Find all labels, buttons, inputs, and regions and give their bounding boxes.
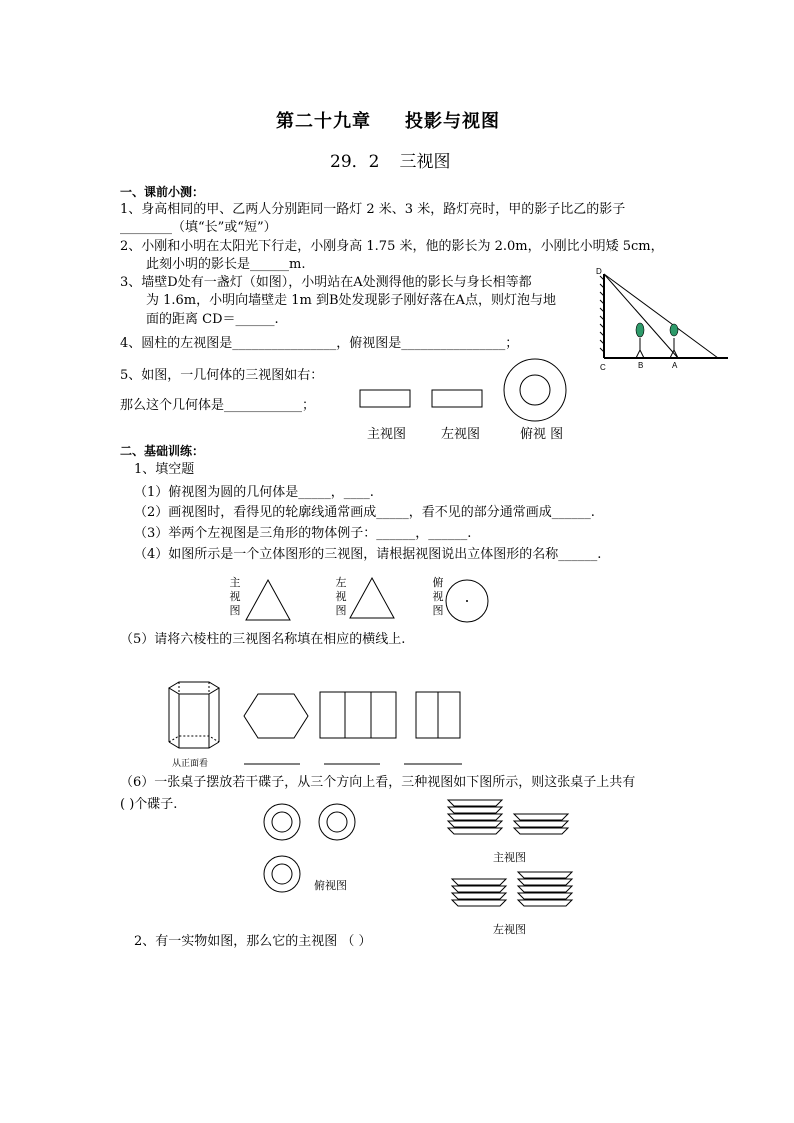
q5-line2: 那么这个几何体是____________； [120, 398, 316, 413]
q5-front-view-rect [360, 390, 410, 407]
q5-three-views [355, 357, 570, 425]
s2-p1: （1）俯视图为圆的几何体是_____，____. [134, 485, 374, 500]
plates-caption-top: 俯视图 [314, 879, 347, 892]
section2-heading: 二、基础训练： [120, 444, 205, 458]
s2-p6-line2: ( )个碟子. [120, 797, 178, 812]
s2-q1-head: 1、填空题 [134, 462, 195, 477]
q3-line3: 面的距离 CD＝______. [146, 312, 279, 327]
s2-p2: （2）画视图时，看得见的轮廓线通常画成_____，看不见的部分通常画成______. [134, 505, 595, 520]
section-title [330, 147, 450, 172]
q5-line1: 5、如图，一几何体的三视图如右： [120, 368, 324, 383]
s2-p6-line1: （6）一张桌子摆放若干碟子，从三个方向上看，三种视图如下图所示，则这张桌子上共有 [120, 775, 636, 790]
front-rect-view [320, 692, 396, 738]
q3-line1: 3、墙壁D处有一盏灯（如图），小明站在A处测得他的影长与身长相等都 [120, 275, 532, 290]
hex-prism-views [240, 690, 470, 770]
lamp-label-a: A [672, 361, 678, 370]
q5-top-view-inner [520, 375, 550, 405]
q5-caption-top: 俯视 图 [520, 427, 564, 442]
plates-front-view [446, 798, 571, 846]
q5-caption-left: 左视图 [441, 427, 481, 442]
p4-left-triangle [348, 576, 396, 620]
p4-label-front: 主视图 [229, 576, 241, 617]
q1-line2: ________（填“长”或“短”） [120, 220, 277, 235]
q2-line2: 此刻小明的影长是______m. [146, 257, 306, 272]
p4-front-triangle [244, 578, 292, 622]
prism-caption: 从正面看 [172, 759, 209, 769]
s2-p3: （3）举两个左视图是三角形的物体例子：______，______. [134, 526, 472, 541]
q1-line1: 1、身高相同的甲、乙两人分别距同一路灯 2 米、3 米，路灯亮时，甲的影子比乙的影子 [120, 202, 626, 217]
hex-prism-figure [165, 680, 225, 756]
q5-top-view-outer [504, 359, 566, 421]
lamp-label-d: D [596, 267, 602, 276]
lamp-label-b: B [638, 361, 644, 370]
plates-left-view [450, 870, 575, 918]
q3-line2: 为 1.6m，小明向墙壁走 1m 到B处发现影子刚好落在A点，则灯泡与地 [146, 293, 556, 308]
s2-p4: （4）如图所示是一个立体图形的三视图，请根据视图说出立体图形的名称______. [134, 547, 602, 562]
plates-caption-left: 左视图 [493, 923, 526, 936]
p4-label-left: 左视图 [335, 576, 347, 617]
chapter-topic: 投影与视图 [405, 111, 500, 132]
s2-p5: （5）请将六棱柱的三视图名称填在相应的横线上. [120, 632, 406, 647]
chapter-title [276, 107, 500, 133]
q5-left-view-rect [432, 390, 482, 407]
lamp-shadow-diagram [596, 266, 731, 376]
q4: 4、圆柱的左视图是________________，俯视图是________________； [120, 336, 519, 351]
p4-top-circle [444, 578, 490, 624]
lamp-label-c: C [600, 363, 606, 372]
section1-heading: 一、课前小测： [120, 185, 205, 199]
p4-label-top: 俯视图 [432, 576, 444, 617]
q2-line1: 2、小刚和小明在太阳光下行走，小刚身高 1.75 米，他的影长为 2.0m，小刚比小明矮 5cm， [120, 239, 664, 254]
section-name: 三视图 [399, 152, 451, 172]
plates-caption-front: 主视图 [493, 851, 526, 864]
section-number: 29．2 [330, 152, 380, 172]
chapter-number: 第二十九章 [276, 111, 371, 132]
s2-q2: 2、有一实物如图，那么它的主视图 （ ） [134, 934, 372, 949]
hexagon-view [244, 694, 308, 738]
q5-caption-front: 主视图 [367, 427, 407, 442]
